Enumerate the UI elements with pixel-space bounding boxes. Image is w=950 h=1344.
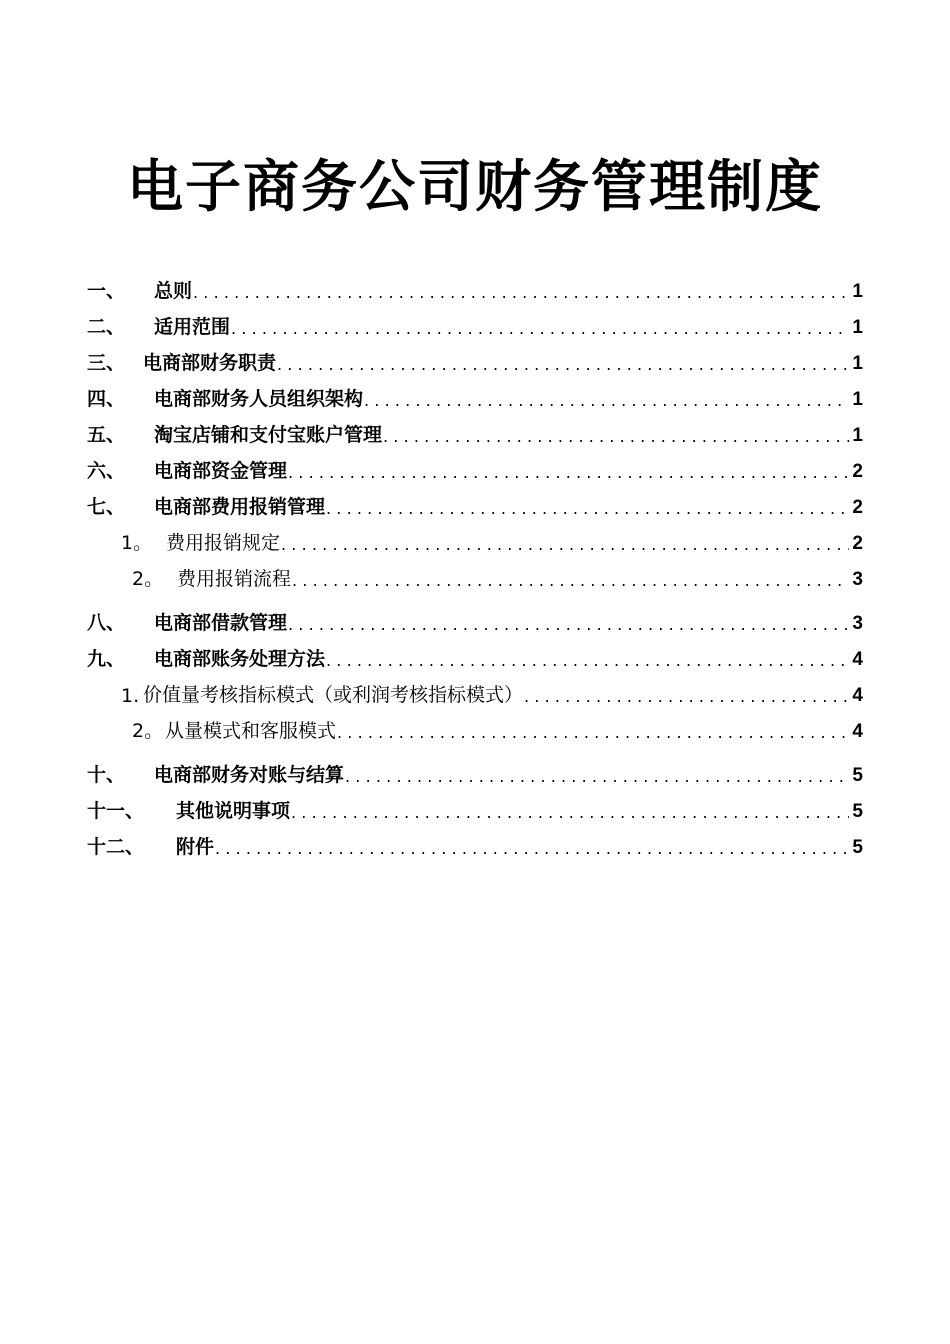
toc-dot-leader [292,571,849,591]
toc-entry-number: 八、 [87,612,126,634]
toc-entry-page: 5 [852,765,863,786]
toc-entry-text: 其他说明事项 [176,800,291,822]
toc-dot-leader [291,803,849,823]
toc-entry-8[interactable] [87,607,863,635]
toc-dot-leader [281,535,849,555]
toc-entry-number: 七、 [87,496,126,518]
toc-entry-page: 2 [852,497,863,518]
toc-entry-text: 价值量考核指标模式（或利润考核指标模式） [143,684,524,706]
toc-dot-leader [231,319,849,339]
toc-entry-7[interactable] [87,491,863,519]
toc-entry-2[interactable] [87,311,863,339]
toc-entry-number: 四、 [87,388,126,410]
toc-dot-leader [364,391,849,411]
toc-entry-page: 4 [852,649,863,670]
toc-entry-text: 费用报销规定 [166,532,281,554]
toc-entry-page: 1 [852,353,863,374]
toc-entry-number: 六、 [87,460,126,482]
toc-entry-4[interactable] [87,383,863,411]
toc-dot-leader [215,839,849,859]
toc-entry-number: 十、 [87,764,126,786]
toc-entry-page: 3 [852,569,863,590]
toc-entry-number: 一、 [87,280,126,302]
toc-entry-11[interactable] [87,795,863,823]
toc-entry-number: 1. [121,685,140,707]
toc-subentry-7-2[interactable] [132,563,863,591]
toc-subentry-9-1[interactable] [121,679,863,707]
toc-entry-page: 2 [852,533,863,554]
toc-entry-text: 电商部资金管理 [154,460,288,482]
toc-entry-text: 淘宝店铺和支付宝账户管理 [154,424,383,446]
toc-entry-number: 1。 [121,532,153,554]
toc-entry-text: 适用范围 [154,316,231,338]
toc-entry-12[interactable] [87,831,863,859]
toc-subentry-9-2[interactable] [132,715,863,743]
toc-dot-leader [326,651,849,671]
toc-entry-6[interactable] [87,455,863,483]
toc-entry-text: 从量模式和客服模式 [165,720,337,742]
toc-entry-text: 附件 [176,836,215,858]
toc-entry-text: 电商部费用报销管理 [154,496,326,518]
toc-entry-page: 3 [852,613,863,634]
toc-entry-page: 5 [852,837,863,858]
toc-entry-number: 二、 [87,316,126,338]
toc-dot-leader [383,427,849,447]
toc-entry-9[interactable] [87,643,863,671]
toc-dot-leader [326,499,849,519]
toc-entry-10[interactable] [87,759,863,787]
toc-entry-page: 1 [852,389,863,410]
toc-entry-number: 2。 [132,720,164,742]
toc-entry-page: 4 [852,721,863,742]
toc-entry-number: 三、 [87,352,126,374]
toc-entry-page: 1 [852,281,863,302]
toc-entry-page: 4 [852,685,863,706]
toc-dot-leader [288,615,849,635]
toc-entry-page: 1 [852,317,863,338]
toc-entry-text: 电商部财务人员组织架构 [154,388,364,410]
toc-entry-number: 九、 [87,648,126,670]
toc-dot-leader [193,283,849,303]
toc-entry-text: 费用报销流程 [177,568,292,590]
toc-entry-number: 十一、 [87,800,145,822]
document-title: 电子商务公司财务管理制度 [127,155,823,220]
toc-dot-leader [288,463,849,483]
toc-entry-text: 电商部财务对账与结算 [154,764,345,786]
toc-dot-leader [277,355,849,375]
toc-entry-number: 2。 [132,568,164,590]
toc-entry-3[interactable] [87,347,863,375]
toc-entry-page: 2 [852,461,863,482]
toc-entry-number: 五、 [87,424,126,446]
toc-entry-text: 电商部财务职责 [143,352,277,374]
toc-entry-1[interactable] [87,275,863,303]
toc-entry-5[interactable] [87,419,863,447]
toc-entry-page: 5 [852,801,863,822]
toc-entry-text: 电商部账务处理方法 [154,648,326,670]
toc-entry-text: 电商部借款管理 [154,612,288,634]
toc-dot-leader [524,687,849,707]
toc-subentry-7-1[interactable] [121,527,863,555]
toc-dot-leader [337,723,849,743]
toc-entry-number: 十二、 [87,836,145,858]
toc-entry-text: 总则 [154,280,193,302]
toc-dot-leader [345,767,849,787]
toc-entry-page: 1 [852,425,863,446]
